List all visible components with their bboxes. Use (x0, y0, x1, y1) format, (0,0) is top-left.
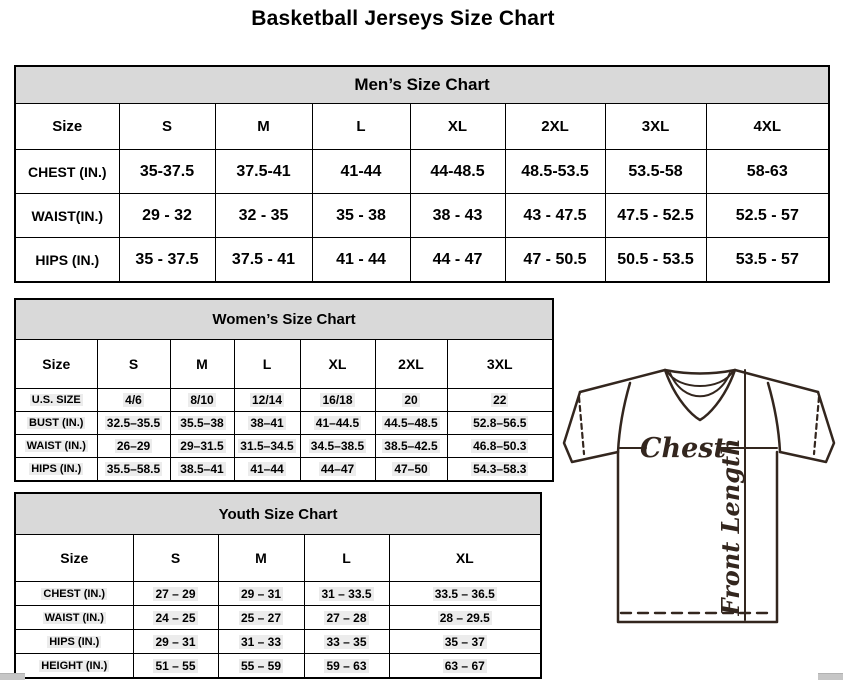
mens-chest-cell: 41-44 (312, 150, 410, 194)
mens-chest-cell: 44-48.5 (410, 150, 505, 194)
mens-chest-cell: 37.5-41 (215, 150, 312, 194)
mens-col-header-2xl: 2XL (505, 104, 605, 150)
womens-ussize-cell: 20 (375, 389, 447, 412)
youth-waist-cell: 27 – 28 (304, 606, 389, 630)
womens-waist-cell: 29–31.5 (170, 435, 234, 458)
womens-col-header-3xl: 3XL (447, 340, 553, 389)
table-row (15, 606, 541, 630)
youth-chest-cell: 31 – 33.5 (304, 582, 389, 606)
mens-row-label-waist: WAIST(IN.) (15, 194, 119, 238)
table-row (15, 435, 553, 458)
mens-hips-cell: 41 - 44 (312, 238, 410, 283)
womens-bust-cell: 32.5–35.5 (97, 412, 170, 435)
table-row (15, 654, 541, 679)
jersey-collar (670, 373, 730, 396)
mens-hips-cell: 44 - 47 (410, 238, 505, 283)
mens-waist-cell: 52.5 - 57 (706, 194, 829, 238)
jersey-outline (735, 370, 818, 392)
front-length-label: Front Length (716, 438, 745, 616)
table-row (15, 194, 829, 238)
youth-size-chart-table (14, 492, 542, 679)
womens-chart-title: Women’s Size Chart (15, 299, 553, 340)
youth-col-header-xl: XL (389, 535, 541, 582)
youth-waist-cell: 28 – 29.5 (389, 606, 541, 630)
chest-label: Chest (640, 433, 726, 464)
youth-hips-cell: 35 – 37 (389, 630, 541, 654)
jersey-left-seam (618, 383, 630, 452)
mens-waist-cell: 38 - 43 (410, 194, 505, 238)
womens-bust-cell: 44.5–48.5 (375, 412, 447, 435)
mens-waist-cell: 29 - 32 (119, 194, 215, 238)
mens-col-header-3xl: 3XL (605, 104, 706, 150)
youth-height-cell: 63 – 67 (389, 654, 541, 679)
table-row (15, 582, 541, 606)
youth-height-cell: 59 – 63 (304, 654, 389, 679)
womens-bust-cell: 52.8–56.5 (447, 412, 553, 435)
womens-row-label-ussize: U.S. SIZE (15, 389, 97, 412)
womens-ussize-cell: 8/10 (170, 389, 234, 412)
womens-bust-cell: 38–41 (234, 412, 300, 435)
mens-waist-cell: 43 - 47.5 (505, 194, 605, 238)
mens-row-label-chest: CHEST (IN.) (15, 150, 119, 194)
youth-height-cell: 51 – 55 (133, 654, 218, 679)
womens-col-header-m: M (170, 340, 234, 389)
table-row (15, 150, 829, 194)
womens-col-header-2xl: 2XL (375, 340, 447, 389)
youth-col-header-m: M (218, 535, 304, 582)
womens-col-header-s: S (97, 340, 170, 389)
mens-hips-cell: 53.5 - 57 (706, 238, 829, 283)
youth-col-header-size: Size (15, 535, 133, 582)
table-row (15, 389, 553, 412)
womens-ussize-cell: 16/18 (300, 389, 375, 412)
womens-waist-cell: 34.5–38.5 (300, 435, 375, 458)
page-title: Basketball Jerseys Size Chart (251, 7, 555, 30)
youth-height-cell: 55 – 59 (218, 654, 304, 679)
youth-waist-cell: 25 – 27 (218, 606, 304, 630)
mens-chest-cell: 53.5-58 (605, 150, 706, 194)
womens-col-header-xl: XL (300, 340, 375, 389)
jersey-collar (665, 370, 735, 420)
womens-col-header-l: L (234, 340, 300, 389)
table-row (15, 458, 553, 482)
mens-hips-cell: 50.5 - 53.5 (605, 238, 706, 283)
mens-size-chart-table (14, 65, 830, 283)
mens-col-header-m: M (215, 104, 312, 150)
mens-chest-cell: 58-63 (706, 150, 829, 194)
jersey-left-sleeve-dashed-line (579, 397, 584, 454)
youth-chest-cell: 27 – 29 (133, 582, 218, 606)
womens-waist-cell: 46.8–50.3 (447, 435, 553, 458)
mens-col-header-l: L (312, 104, 410, 150)
womens-row-label-waist: WAIST (IN.) (15, 435, 97, 458)
youth-hips-cell: 33 – 35 (304, 630, 389, 654)
womens-bust-cell: 41–44.5 (300, 412, 375, 435)
womens-col-header-size: Size (15, 340, 97, 389)
womens-hips-cell: 41–44 (234, 458, 300, 482)
mens-chart-title: Men’s Size Chart (15, 66, 829, 104)
table-row (15, 630, 541, 654)
mens-hips-cell: 35 - 37.5 (119, 238, 215, 283)
womens-hips-cell: 54.3–58.3 (447, 458, 553, 482)
jersey-body (618, 452, 777, 622)
mens-chest-cell: 35-37.5 (119, 150, 215, 194)
mens-col-header-xl: XL (410, 104, 505, 150)
mens-waist-cell: 35 - 38 (312, 194, 410, 238)
mens-chest-cell: 48.5-53.5 (505, 150, 605, 194)
womens-hips-cell: 38.5–41 (170, 458, 234, 482)
mens-col-header-4xl: 4XL (706, 104, 829, 150)
jersey-diagram (557, 357, 841, 631)
youth-chest-cell: 29 – 31 (218, 582, 304, 606)
womens-row-label-hips: HIPS (IN.) (15, 458, 97, 482)
youth-chart-title: Youth Size Chart (15, 493, 541, 535)
mens-waist-cell: 47.5 - 52.5 (605, 194, 706, 238)
mens-row-label-hips: HIPS (IN.) (15, 238, 119, 283)
womens-waist-cell: 31.5–34.5 (234, 435, 300, 458)
jersey-left-sleeve (564, 392, 618, 462)
womens-hips-cell: 44–47 (300, 458, 375, 482)
youth-waist-cell: 24 – 25 (133, 606, 218, 630)
womens-waist-cell: 26–29 (97, 435, 170, 458)
mens-hips-cell: 37.5 - 41 (215, 238, 312, 283)
youth-row-label-waist: WAIST (IN.) (15, 606, 133, 630)
womens-hips-cell: 35.5–58.5 (97, 458, 170, 482)
mens-col-header-s: S (119, 104, 215, 150)
jersey-collar (665, 370, 735, 374)
mens-waist-cell: 32 - 35 (215, 194, 312, 238)
womens-hips-cell: 47–50 (375, 458, 447, 482)
womens-ussize-cell: 12/14 (234, 389, 300, 412)
youth-row-label-height: HEIGHT (IN.) (15, 654, 133, 679)
youth-hips-cell: 31 – 33 (218, 630, 304, 654)
youth-chest-cell: 33.5 – 36.5 (389, 582, 541, 606)
womens-ussize-cell: 22 (447, 389, 553, 412)
womens-waist-cell: 38.5–42.5 (375, 435, 447, 458)
mens-hips-cell: 47 - 50.5 (505, 238, 605, 283)
womens-ussize-cell: 4/6 (97, 389, 170, 412)
mens-col-header-size: Size (15, 104, 119, 150)
jersey-outline (580, 370, 665, 392)
youth-col-header-s: S (133, 535, 218, 582)
table-row (15, 412, 553, 435)
youth-col-header-l: L (304, 535, 389, 582)
youth-row-label-hips: HIPS (IN.) (15, 630, 133, 654)
jersey-right-sleeve (780, 392, 834, 462)
jersey-right-sleeve-dashed-line (814, 397, 819, 454)
womens-bust-cell: 35.5–38 (170, 412, 234, 435)
youth-hips-cell: 29 – 31 (133, 630, 218, 654)
jersey-right-seam (768, 383, 780, 452)
womens-row-label-bust: BUST (IN.) (15, 412, 97, 435)
table-row (15, 238, 829, 283)
womens-size-chart-table (14, 298, 554, 482)
youth-row-label-chest: CHEST (IN.) (15, 582, 133, 606)
